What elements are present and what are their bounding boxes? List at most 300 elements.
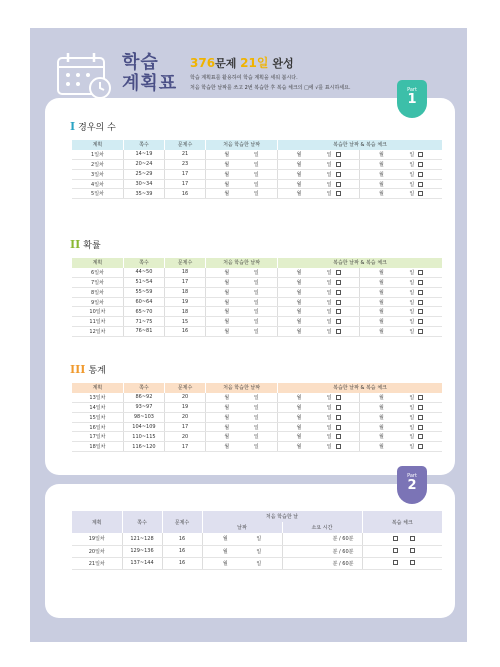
table-row xyxy=(72,189,442,199)
title-line1: 학습 xyxy=(122,52,159,73)
review-checkbox[interactable] xyxy=(418,191,423,196)
cell-plan: 5일차 xyxy=(72,189,123,199)
month-label: 월 xyxy=(224,191,230,198)
time-value: 분 / 60분 xyxy=(332,548,354,555)
problems-count: 376 xyxy=(190,56,216,70)
month-label: 월 xyxy=(296,414,302,421)
month-label: 월 xyxy=(379,289,384,296)
month-label: 월 xyxy=(379,299,384,306)
review-checkbox[interactable] xyxy=(336,329,341,334)
cell-first-date[interactable] xyxy=(206,297,278,307)
headline xyxy=(190,54,294,71)
review-checkbox[interactable] xyxy=(418,280,423,285)
day-label: 일 xyxy=(327,171,341,178)
cell-plan: 8일차 xyxy=(72,287,123,297)
cell-review1[interactable] xyxy=(278,422,360,432)
cell-pages: 55~59 xyxy=(123,287,164,297)
cell-first-date[interactable] xyxy=(206,189,278,199)
month-label: 월 xyxy=(379,309,384,316)
review-checkbox[interactable] xyxy=(418,172,423,177)
review-checkbox[interactable] xyxy=(336,191,341,196)
cell-first-date[interactable] xyxy=(206,287,278,297)
cell-review1[interactable] xyxy=(278,403,360,413)
time-value: 분 / 60분 xyxy=(332,560,354,567)
cell-count: 16 xyxy=(162,533,202,545)
part-label: Part xyxy=(407,87,417,93)
day-label: 일 xyxy=(253,309,259,316)
cell-plan: 10일차 xyxy=(72,307,123,317)
col-review: 복습한 날짜 & 복습 체크 xyxy=(278,258,442,268)
cell-review1[interactable] xyxy=(278,442,360,452)
cell-count: 15 xyxy=(164,317,205,327)
cell-review2[interactable] xyxy=(360,179,442,189)
table-row xyxy=(72,403,442,413)
review-checkbox[interactable] xyxy=(418,425,423,430)
day-label: 일 xyxy=(409,328,423,335)
cell-pages: 121~128 xyxy=(122,533,162,545)
cell-first-date[interactable] xyxy=(206,150,278,160)
col-date: 날짜 xyxy=(202,522,282,533)
cell-plan: 19일차 xyxy=(72,533,122,545)
table-row xyxy=(72,297,442,307)
cell-plan: 16일차 xyxy=(72,422,123,432)
col-first-date: 처음 학습한 날짜 xyxy=(206,258,278,268)
cell-first-date[interactable] xyxy=(206,432,278,442)
cell-count: 18 xyxy=(164,268,205,278)
month-label: 월 xyxy=(379,328,384,335)
cell-review1[interactable] xyxy=(278,189,360,199)
cell-review2[interactable] xyxy=(360,169,442,179)
month-label: 월 xyxy=(296,161,302,168)
review-checkbox[interactable] xyxy=(336,290,341,295)
section-title xyxy=(70,238,101,251)
month-label: 월 xyxy=(296,404,302,411)
cell-first-date[interactable] xyxy=(206,179,278,189)
review-checkbox[interactable] xyxy=(418,290,423,295)
cell-first-date[interactable] xyxy=(206,442,278,452)
review-checkbox[interactable] xyxy=(336,280,341,285)
cell-pages: 116~120 xyxy=(123,442,164,452)
month-label: 월 xyxy=(224,414,230,421)
cell-review2[interactable] xyxy=(360,297,442,307)
cell-count: 19 xyxy=(164,403,205,413)
cell-pages: 129~136 xyxy=(122,545,162,557)
cell-count: 16 xyxy=(162,545,202,557)
month-label: 월 xyxy=(224,269,230,276)
month-label: 월 xyxy=(224,289,230,296)
col-review: 복습한 날짜 & 복습 체크 xyxy=(278,140,442,150)
review-checkbox[interactable] xyxy=(393,536,398,541)
cell-review2[interactable] xyxy=(360,432,442,442)
section-title xyxy=(70,120,116,133)
review-checkbox[interactable] xyxy=(336,405,341,410)
cell-pages: 20~24 xyxy=(123,160,164,170)
table-row xyxy=(72,287,442,297)
cell-plan: 9일차 xyxy=(72,297,123,307)
month-label: 월 xyxy=(222,560,228,567)
review-checkbox[interactable] xyxy=(336,444,341,449)
day-label: 일 xyxy=(327,190,341,197)
cell-review2[interactable] xyxy=(360,287,442,297)
month-label: 월 xyxy=(224,309,230,316)
cell-review2[interactable] xyxy=(360,412,442,422)
col-first-day: 처음 학습한 날 xyxy=(202,511,362,522)
review-checkbox[interactable] xyxy=(393,560,398,565)
cell-pages: 137~144 xyxy=(122,557,162,569)
section-name: 통계 xyxy=(88,366,106,376)
day-label: 일 xyxy=(253,191,259,198)
cell-review1[interactable] xyxy=(278,307,360,317)
review-checkbox[interactable] xyxy=(418,319,423,324)
review-checkbox[interactable] xyxy=(418,415,423,420)
day-label: 일 xyxy=(409,443,423,450)
section-numeral: III xyxy=(70,363,86,376)
month-label: 월 xyxy=(379,279,384,286)
month-label: 월 xyxy=(379,394,384,401)
cell-time[interactable] xyxy=(282,533,362,545)
day-label: 일 xyxy=(253,319,259,326)
cell-plan: 7일차 xyxy=(72,278,123,288)
review-checkbox[interactable] xyxy=(336,162,341,167)
col-time: 소요 시간 xyxy=(282,522,362,533)
month-label: 월 xyxy=(379,161,384,168)
part-number: 2 xyxy=(407,478,417,493)
cell-review-check[interactable] xyxy=(362,557,442,569)
cell-count: 16 xyxy=(162,557,202,569)
month-label: 월 xyxy=(224,394,230,401)
cell-plan: 2일차 xyxy=(72,160,123,170)
month-label: 월 xyxy=(222,536,228,543)
month-label: 월 xyxy=(379,434,384,441)
day-label: 일 xyxy=(409,433,423,440)
part-number: 1 xyxy=(407,92,417,107)
page-title xyxy=(122,52,177,94)
cell-plan: 21일차 xyxy=(72,557,122,569)
col-pages: 쪽수 xyxy=(123,383,164,393)
day-label: 일 xyxy=(253,414,259,421)
day-label: 일 xyxy=(327,151,341,158)
day-label: 일 xyxy=(327,424,341,431)
day-label: 일 xyxy=(253,269,259,276)
month-label: 월 xyxy=(296,328,302,335)
review-checkbox[interactable] xyxy=(418,329,423,334)
cell-review1[interactable] xyxy=(278,432,360,442)
review-checkbox[interactable] xyxy=(336,182,341,187)
day-label: 일 xyxy=(253,151,259,158)
cell-review1[interactable] xyxy=(278,412,360,422)
section-name: 경우의 수 xyxy=(78,123,116,133)
cell-review2[interactable] xyxy=(360,327,442,337)
cell-review1[interactable] xyxy=(278,160,360,170)
cell-first-date[interactable] xyxy=(206,307,278,317)
cell-review1[interactable] xyxy=(278,150,360,160)
day-label: 일 xyxy=(327,269,341,276)
review-checkbox[interactable] xyxy=(418,300,423,305)
day-label: 일 xyxy=(253,328,259,335)
part2-table xyxy=(72,511,442,570)
cell-pages: 44~50 xyxy=(123,268,164,278)
review-checkbox[interactable] xyxy=(410,536,415,541)
month-label: 월 xyxy=(379,181,384,188)
description-line2: 처음 학습한 날짜를 쓰고 2번 복습한 후 복습 체크의 □에 √를 표시하세요. xyxy=(190,85,351,91)
cell-review1[interactable] xyxy=(278,297,360,307)
table-row xyxy=(72,442,442,452)
col-pages: 쪽수 xyxy=(123,258,164,268)
cell-review2[interactable] xyxy=(360,317,442,327)
study-plan-page xyxy=(30,28,467,642)
month-label: 월 xyxy=(379,414,384,421)
review-checkbox[interactable] xyxy=(393,548,398,553)
cell-first-date[interactable] xyxy=(206,160,278,170)
cell-count: 16 xyxy=(164,327,205,337)
day-label: 일 xyxy=(409,404,423,411)
section-name: 확률 xyxy=(83,241,101,251)
cell-count: 21 xyxy=(164,150,205,160)
cell-plan: 11일차 xyxy=(72,317,123,327)
review-checkbox[interactable] xyxy=(336,415,341,420)
cell-first-date[interactable] xyxy=(206,393,278,403)
col-plan: 계획 xyxy=(72,511,122,533)
day-label: 일 xyxy=(327,308,341,315)
cell-first-date[interactable] xyxy=(206,317,278,327)
day-label: 일 xyxy=(256,548,262,555)
time-value: 분 / 60분 xyxy=(332,536,354,543)
month-label: 월 xyxy=(224,434,230,441)
table-row xyxy=(72,557,442,569)
day-label: 일 xyxy=(253,161,259,168)
cell-review2[interactable] xyxy=(360,268,442,278)
day-label: 일 xyxy=(327,394,341,401)
day-label: 일 xyxy=(256,536,262,543)
col-plan: 계획 xyxy=(72,140,123,150)
review-checkbox[interactable] xyxy=(410,548,415,553)
section-numeral: I xyxy=(70,120,76,133)
review-checkbox[interactable] xyxy=(418,309,423,314)
table-row xyxy=(72,169,442,179)
review-checkbox[interactable] xyxy=(336,395,341,400)
plan-table xyxy=(72,258,442,337)
table-row xyxy=(72,160,442,170)
cell-review1[interactable] xyxy=(278,393,360,403)
month-label: 월 xyxy=(379,191,384,198)
title-line2: 계획표 xyxy=(122,73,178,94)
month-label: 월 xyxy=(296,319,302,326)
month-label: 월 xyxy=(224,161,230,168)
cell-review1[interactable] xyxy=(278,169,360,179)
cell-count: 17 xyxy=(164,422,205,432)
month-label: 월 xyxy=(296,269,302,276)
day-label: 일 xyxy=(409,151,423,158)
cell-pages: 110~115 xyxy=(123,432,164,442)
cell-pages: 60~64 xyxy=(123,297,164,307)
day-label: 일 xyxy=(253,424,259,431)
day-label: 일 xyxy=(409,181,423,188)
review-checkbox[interactable] xyxy=(418,182,423,187)
day-label: 일 xyxy=(409,394,423,401)
col-plan: 계획 xyxy=(72,258,123,268)
day-label: 일 xyxy=(327,328,341,335)
cell-count: 18 xyxy=(164,307,205,317)
month-label: 월 xyxy=(379,424,384,431)
day-label: 일 xyxy=(253,279,259,286)
cell-review-check[interactable] xyxy=(362,545,442,557)
table-row xyxy=(72,327,442,337)
review-checkbox[interactable] xyxy=(336,434,341,439)
table-row xyxy=(72,432,442,442)
month-label: 월 xyxy=(296,151,302,158)
cell-first-date[interactable] xyxy=(206,412,278,422)
month-label: 월 xyxy=(296,309,302,316)
cell-plan: 1일차 xyxy=(72,150,123,160)
month-label: 월 xyxy=(224,319,230,326)
cell-pages: 71~75 xyxy=(123,317,164,327)
month-label: 월 xyxy=(296,171,302,178)
review-checkbox[interactable] xyxy=(336,425,341,430)
month-label: 월 xyxy=(224,181,230,188)
cell-review2[interactable] xyxy=(360,278,442,288)
cell-pages: 86~92 xyxy=(123,393,164,403)
month-label: 월 xyxy=(224,404,230,411)
review-checkbox[interactable] xyxy=(418,444,423,449)
review-checkbox[interactable] xyxy=(336,309,341,314)
cell-review2[interactable] xyxy=(360,393,442,403)
cell-plan: 17일차 xyxy=(72,432,123,442)
cell-first-date[interactable] xyxy=(206,268,278,278)
table-row xyxy=(72,268,442,278)
cell-pages: 35~39 xyxy=(123,189,164,199)
col-review: 복습한 날짜 & 복습 체크 xyxy=(278,383,442,393)
day-label: 일 xyxy=(409,269,423,276)
day-label: 일 xyxy=(327,443,341,450)
table-row xyxy=(72,317,442,327)
day-label: 일 xyxy=(409,190,423,197)
cell-review2[interactable] xyxy=(360,307,442,317)
col-count: 문제수 xyxy=(164,258,205,268)
day-label: 일 xyxy=(409,299,423,306)
day-label: 일 xyxy=(327,289,341,296)
cell-date[interactable] xyxy=(202,545,282,557)
cell-pages: 65~70 xyxy=(123,307,164,317)
month-label: 월 xyxy=(296,424,302,431)
col-count: 문제수 xyxy=(162,511,202,533)
cell-review2[interactable] xyxy=(360,403,442,413)
day-label: 일 xyxy=(327,299,341,306)
cell-review1[interactable] xyxy=(278,317,360,327)
plan-table xyxy=(72,140,442,199)
col-first-date: 처음 학습한 날짜 xyxy=(206,383,278,393)
cell-plan: 6일차 xyxy=(72,268,123,278)
cell-time[interactable] xyxy=(282,545,362,557)
table-row xyxy=(72,307,442,317)
table-row xyxy=(72,278,442,288)
table-row xyxy=(72,422,442,432)
day-label: 일 xyxy=(253,444,259,451)
cell-first-date[interactable] xyxy=(206,422,278,432)
day-label: 일 xyxy=(327,433,341,440)
day-label: 일 xyxy=(253,181,259,188)
section-numeral: II xyxy=(70,238,81,251)
cell-review2[interactable] xyxy=(360,422,442,432)
cell-first-date[interactable] xyxy=(206,403,278,413)
cell-date[interactable] xyxy=(202,557,282,569)
description-line1: 학습 계획표를 활용하여 학습 계획을 세워 봅시다. xyxy=(190,75,298,81)
cell-review2[interactable] xyxy=(360,150,442,160)
review-checkbox[interactable] xyxy=(336,319,341,324)
month-label: 월 xyxy=(296,191,302,198)
cell-review2[interactable] xyxy=(360,160,442,170)
day-label: 일 xyxy=(256,560,262,567)
table-row xyxy=(72,412,442,422)
review-checkbox[interactable] xyxy=(418,395,423,400)
review-checkbox[interactable] xyxy=(410,560,415,565)
cell-review1[interactable] xyxy=(278,327,360,337)
cell-pages: 76~81 xyxy=(123,327,164,337)
review-checkbox[interactable] xyxy=(418,162,423,167)
cell-review1[interactable] xyxy=(278,179,360,189)
review-checkbox[interactable] xyxy=(418,270,423,275)
cell-plan: 12일차 xyxy=(72,327,123,337)
month-label: 월 xyxy=(224,328,230,335)
review-checkbox[interactable] xyxy=(336,172,341,177)
cell-date[interactable] xyxy=(202,533,282,545)
complete-label: 완성 xyxy=(272,57,294,70)
cell-plan: 13일차 xyxy=(72,393,123,403)
month-label: 월 xyxy=(379,151,384,158)
review-checkbox[interactable] xyxy=(336,300,341,305)
section-title xyxy=(70,363,106,376)
cell-first-date[interactable] xyxy=(206,169,278,179)
cell-pages: 98~103 xyxy=(123,412,164,422)
day-label: 일 xyxy=(253,171,259,178)
cell-plan: 15일차 xyxy=(72,412,123,422)
cell-review1[interactable] xyxy=(278,268,360,278)
month-label: 월 xyxy=(379,269,384,276)
table-row xyxy=(72,393,442,403)
problems-unit: 문제 xyxy=(215,57,237,70)
part1-tab xyxy=(397,80,427,118)
month-label: 월 xyxy=(296,444,302,451)
plan-table xyxy=(72,383,442,452)
cell-review1[interactable] xyxy=(278,278,360,288)
cell-review2[interactable] xyxy=(360,442,442,452)
col-count: 문제수 xyxy=(164,383,205,393)
calendar-icon xyxy=(54,50,116,100)
day-label: 일 xyxy=(409,414,423,421)
month-label: 월 xyxy=(296,394,302,401)
cell-review2[interactable] xyxy=(360,189,442,199)
cell-review1[interactable] xyxy=(278,287,360,297)
review-checkbox[interactable] xyxy=(418,434,423,439)
cell-count: 17 xyxy=(164,179,205,189)
cell-first-date[interactable] xyxy=(206,327,278,337)
review-checkbox[interactable] xyxy=(336,270,341,275)
cell-pages: 30~34 xyxy=(123,179,164,189)
day-label: 일 xyxy=(253,434,259,441)
cell-review-check[interactable] xyxy=(362,533,442,545)
month-label: 월 xyxy=(224,299,230,306)
month-label: 월 xyxy=(379,171,384,178)
part-label: Part xyxy=(407,473,417,479)
review-checkbox[interactable] xyxy=(336,152,341,157)
cell-count: 17 xyxy=(164,278,205,288)
review-checkbox[interactable] xyxy=(418,405,423,410)
month-label: 월 xyxy=(379,444,384,451)
col-plan: 계획 xyxy=(72,383,123,393)
cell-time[interactable] xyxy=(282,557,362,569)
review-checkbox[interactable] xyxy=(418,152,423,157)
day-label: 일 xyxy=(253,404,259,411)
cell-first-date[interactable] xyxy=(206,278,278,288)
